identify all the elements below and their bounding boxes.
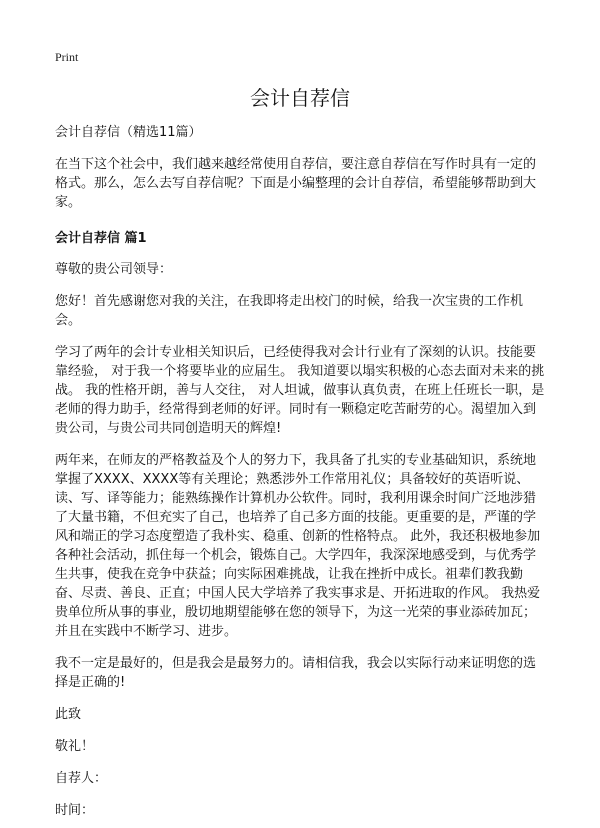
section-heading: 会计自荐信 篇1 xyxy=(55,231,147,246)
closing-regards: 敬礼！ xyxy=(55,739,95,754)
document-title: 会计自荐信 xyxy=(250,86,350,110)
letter-greeting: 尊敬的贵公司领导： xyxy=(55,262,173,277)
recommender-label: 自荐人： xyxy=(55,771,108,786)
intro-paragraph: 在当下这个社会中，我们越来越经常使用自荐信，要注意自荐信在写作时具有一定的格式。那么，怎么去写自荐信呢？下面是小编整理的会计自荐信，希望能够帮助到大家。 xyxy=(55,157,537,210)
letter-paragraph-4: 我不一定是最好的，但是我会是最努力的。请相信我，我会以实际行动来证明您的选择是正确的! xyxy=(55,656,537,690)
letter-paragraph-2: 学习了两年的会计专业相关知识后，已经使得我对会计行业有了深刻的认识。技能要靠经验， 对于我一个将要毕业的应届生。 我知道要以塌实积极的心态去面对未来的挑战。 我的性格开朗，善与人交往， 对人坦诚，做事认真负责，在班上任班长一职，是老师的得力助手，经常得到老师的好评。同时有一颗稳定吃苦耐劳的心。渴望加入到贵公司，与贵公司共同创造明天的辉煌! xyxy=(55,345,545,436)
document-subtitle: 会计自荐信（精选11篇） xyxy=(55,125,202,140)
closing-salutation: 此致 xyxy=(55,707,82,722)
time-label: 时间： xyxy=(55,803,95,818)
print-link[interactable]: Print xyxy=(55,50,79,64)
letter-paragraph-3: 两年来，在师友的严格教益及个人的努力下，我具备了扎实的专业基础知识，系统地掌握了XXXX、XXXX等有关理论；熟悉涉外工作常用礼仪；具备较好的英语听说、读、写、译等能力；能熟练操作计算机办公软件。同时，我利用课余时间广泛地涉猎了大量书籍，不但充实了自己，也培养了自己多方面的技能。更重要的是，严谨的学风和端正的学习态度塑造了我朴实、稳重、创新的性格特点。 此外，我还积极地参加各种社会活动，抓住每一个机会，锻炼自己。大学四年，我深深地感受到，与优秀学生共事，使我在竞争中获益；向实际困难挑战，让我在挫折中成长。祖辈们教我勤奋、尽责、善良、正直；中国人民大学培养了我实事求是、开拓进取的作风。 我热爱贵单位所从事的事业，殷切地期望能够在您的领导下，为这一光荣的事业添砖加瓦；并且在实践中不断学习、进步。 xyxy=(55,453,541,639)
letter-paragraph-1: 您好！首先感谢您对我的关注，在我即将走出校门的时候，给我一次宝贵的工作机会。 xyxy=(55,294,524,328)
